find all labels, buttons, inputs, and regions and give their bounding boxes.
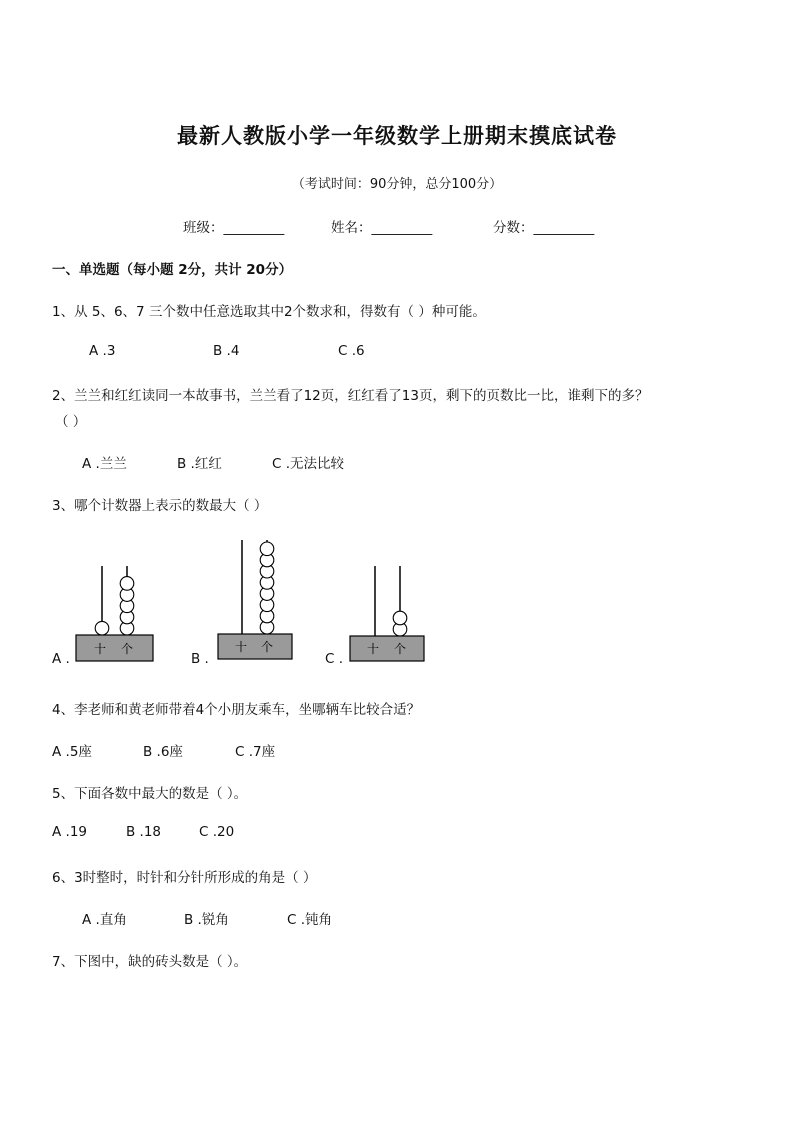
class-label: 班级： [183,220,224,236]
abacus-a-ones-label: 个 [120,642,134,656]
abacus-c-figure [346,562,430,666]
abacus-a-tens-bead [95,621,109,635]
abacus-c [346,562,430,666]
class-blank: _________ [223,220,285,236]
abacus-c-ones-bead [393,611,407,625]
q6-option-a: A .直角 [82,912,127,928]
q4-option-c: C .7座 [235,744,276,760]
name-field [331,216,432,236]
q3-option-b: B . [191,651,209,667]
q6-option-c: C .钝角 [287,912,333,928]
question-7: 7、下图中，缺的砖头数是（ ）。 [52,954,248,970]
q3-option-a: A . [52,651,70,667]
abacus-b-tens-label: 十 [234,640,248,654]
abacus-a-tens-label: 十 [93,642,107,656]
abacus-c-ones-beads [393,611,407,636]
score-label: 分数： [493,220,534,236]
q2-option-c: C .无法比较 [272,456,345,472]
q4-option-b: B .6座 [143,744,183,760]
abacus-c-base [350,636,424,661]
abacus-b-base [218,634,292,659]
q2-option-a: A .兰兰 [82,456,127,472]
abacus-a-ones-beads [120,577,134,635]
abacus-c-tens-label: 十 [366,642,380,656]
name-blank: _________ [371,220,433,236]
question-4: 4、李老师和黄老师带着4个小朋友乘车，坐哪辆车比较合适？ [52,702,421,718]
abacus-b [214,536,300,664]
name-label: 姓名： [331,220,372,236]
page-title: 最新人教版小学一年级数学上册期末摸底试卷 [177,124,617,148]
abacus-a-base [76,635,153,661]
q1-option-c: C .6 [338,343,365,359]
abacus-b-ones-bead [260,542,274,556]
q4-option-a: A .5座 [52,744,92,760]
abacus-b-ones-label: 个 [260,640,274,654]
q5-option-c: C .20 [199,824,235,840]
abacus-a-figure [72,560,158,666]
exam-info: （考试时间：90分钟，总分100分） [291,177,503,192]
score-field [493,216,594,236]
q5-option-b: B .18 [126,824,162,840]
abacus-b-figure [214,536,300,664]
question-6: 6、3时整时，时针和分针所形成的角是（ ） [52,870,317,886]
abacus-a [72,560,158,666]
question-2-blank: （ ） [55,414,87,430]
abacus-a-ones-bead [120,577,134,591]
section-heading: 一、单选题（每小题 2分，共计 20分） [52,262,293,278]
score-blank: _________ [533,220,595,236]
abacus-a-tens-beads [95,621,109,635]
question-1: 1、从 5、6、7 三个数中任意选取其中2个数求和，得数有（ ）种可能。 [52,304,486,320]
abacus-b-ones-beads [260,542,274,634]
question-2: 2、兰兰和红红读同一本故事书，兰兰看了12页，红红看了13页，剩下的页数比一比，谁剩下的多？ [52,388,649,404]
q1-option-b: B .4 [213,343,240,359]
question-3: 3、哪个计数器上表示的数最大（ ） [52,498,268,514]
q1-option-a: A .3 [89,343,116,359]
q6-option-b: B .锐角 [184,912,229,928]
q5-option-a: A .19 [52,824,87,840]
question-5: 5、下面各数中最大的数是（ ）。 [52,786,248,802]
abacus-c-ones-label: 个 [393,642,407,656]
q2-option-b: B .红红 [177,456,222,472]
class-field [183,216,284,236]
q3-option-c: C . [325,651,344,667]
